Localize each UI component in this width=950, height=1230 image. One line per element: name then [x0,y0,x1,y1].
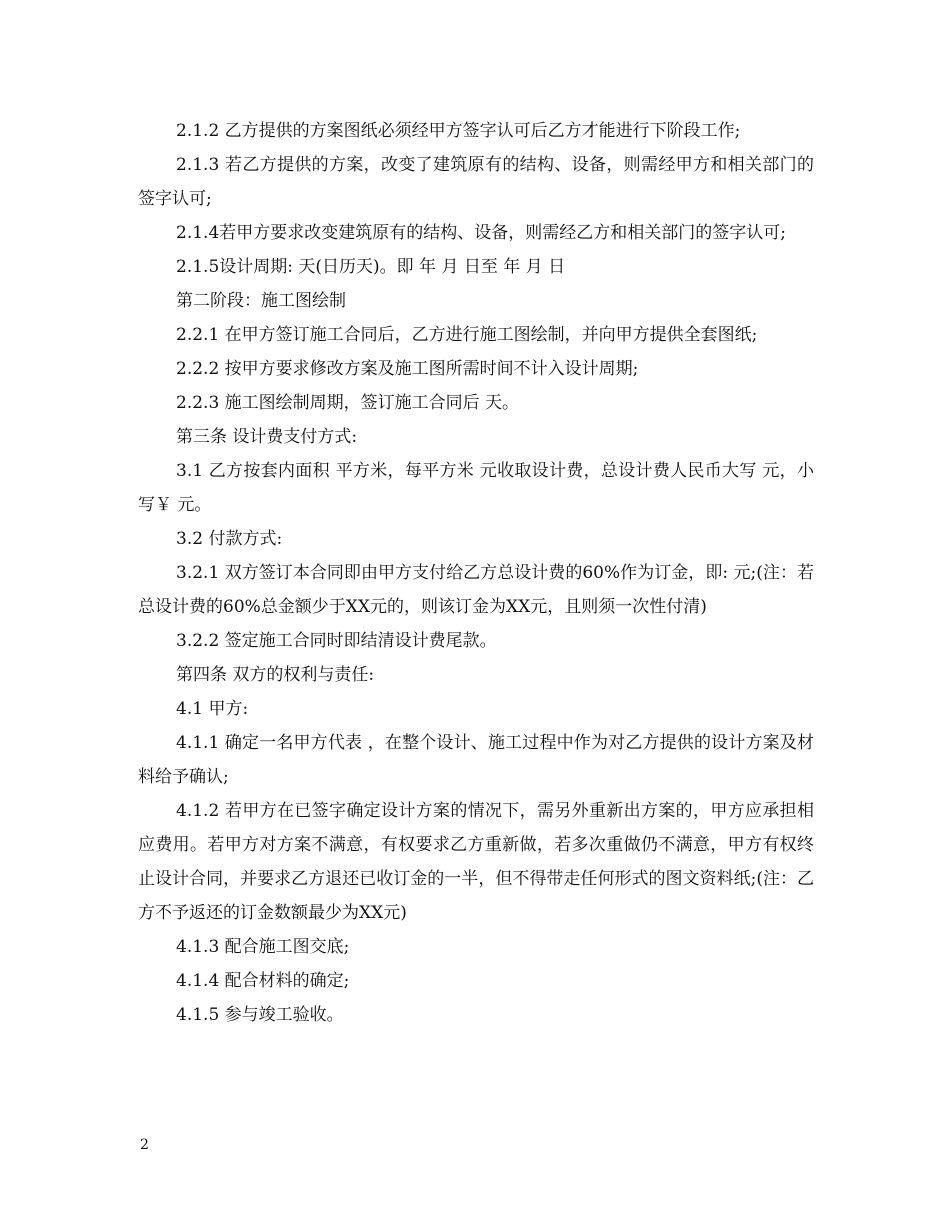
paragraph-2-1-2: 2.1.2 乙方提供的方案图纸必须经甲方签字认可后乙方才能进行下阶段工作; [176,121,741,141]
paragraph-3-2: 3.2 付款方式: [176,529,283,549]
paragraph-3-2-2: 3.2.2 签定施工合同时即结清设计费尾款。 [176,631,497,651]
paragraph-4-1-2: 4.1.2 若甲方在已签字确定设计方案的情况下，需另外重新出方案的，甲方应承担相应费用。若甲方对方案不满意，有权要求乙方重新做，若多次重做仍不满意，甲方有权终止设计合同，并要求乙方退还已收订金的一半，但不得带走任何形式的图文资料纸;(注：乙方不予返还的订金数额最少为XX元) [138,801,814,923]
paragraph-2-2-1: 2.2.1 在甲方签订施工合同后，乙方进行施工图绘制，并向甲方提供全套图纸; [176,325,758,345]
paragraph-4-1-5: 4.1.5 参与竣工验收。 [176,1005,344,1025]
paragraph-2-1-4: 2.1.4若甲方要求改变建筑原有的结构、设备，则需经乙方和相关部门的签字认可; [176,223,786,243]
page-number: 2 [140,1137,149,1153]
document-body [138,114,814,1032]
paragraph-2-1-3: 2.1.3 若乙方提供的方案，改变了建筑原有的结构、设备，则需经甲方和相关部门的签字认可; [138,155,814,209]
paragraph-3-2-1: 3.2.1 双方签订本合同即由甲方支付给乙方总设计费的60%作为订金，即: 元;(注：若总设计费的60%总金额少于XX元的，则该订金为XX元，且则须一次性付清) [138,563,814,617]
paragraph-2-2-3: 2.2.3 施工图绘制周期，签订施工合同后 天。 [176,393,520,413]
article-four-heading: 第四条 双方的权利与责任: [176,665,375,685]
paragraph-3-1: 3.1 乙方按套内面积 平方米，每平方米 元收取设计费，总设计费人民币大写 元，小写￥ 元。 [138,461,814,515]
paragraph-4-1-3: 4.1.3 配合施工图交底; [176,937,350,957]
paragraph-4-1-4: 4.1.4 配合材料的确定; [176,971,350,991]
paragraph-4-1-1: 4.1.1 确定一名甲方代表 ，在整个设计、施工过程中作为对乙方提供的设计方案及材料给予确认; [138,733,814,787]
paragraph-4-1: 4.1 甲方: [176,699,249,719]
article-three-heading: 第三条 设计费支付方式: [176,427,358,447]
paragraph-2-1-5: 2.1.5设计周期: 天(日历天)。即 年 月 日至 年 月 日 [176,257,566,277]
paragraph-2-2-2: 2.2.2 按甲方要求修改方案及施工图所需时间不计入设计周期; [176,359,639,379]
section-heading-stage-two: 第二阶段：施工图绘制 [176,291,346,311]
